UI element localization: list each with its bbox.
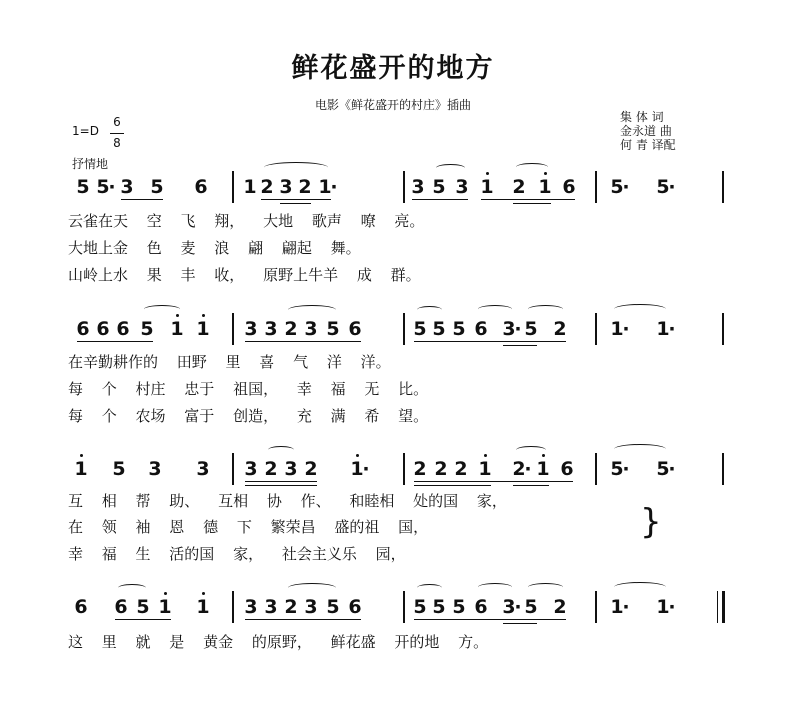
- barline: [232, 313, 234, 345]
- note: 2: [298, 176, 312, 198]
- note: 2: [434, 458, 448, 480]
- note: 3: [304, 318, 318, 340]
- note: 5: [452, 596, 466, 618]
- slur: [118, 584, 146, 592]
- barline: [403, 171, 405, 203]
- slur: [268, 446, 294, 454]
- note: 3: [264, 596, 278, 618]
- slur: [614, 582, 666, 592]
- note: 1: [536, 458, 550, 480]
- beam-line: [503, 345, 537, 346]
- barline: [595, 453, 597, 485]
- note: 1: [158, 596, 172, 618]
- beam-line: [280, 203, 311, 204]
- note: 3: [411, 176, 425, 198]
- barline: [232, 453, 234, 485]
- score-system: [0, 305, 786, 353]
- note: 2: [553, 318, 567, 340]
- expression-mark: 抒情地: [72, 157, 109, 171]
- note: 5: [656, 176, 670, 198]
- barline: [722, 591, 725, 623]
- note: 5: [432, 176, 446, 198]
- barline: [722, 453, 724, 485]
- slur: [614, 304, 666, 314]
- slur: [528, 305, 563, 314]
- augmentation-dot: ·: [668, 318, 676, 340]
- note: 3: [284, 458, 298, 480]
- note: 1: [538, 176, 552, 198]
- note: 5: [76, 176, 90, 198]
- barline: [595, 591, 597, 623]
- augmentation-dot: ·: [622, 596, 630, 618]
- note: 2: [454, 458, 468, 480]
- note: 1: [350, 458, 364, 480]
- barline: [722, 171, 724, 203]
- octave-dot: [484, 454, 487, 457]
- octave-dot: [202, 592, 205, 595]
- beam-line: [513, 485, 549, 486]
- octave-dot: [164, 592, 167, 595]
- barline: [232, 171, 234, 203]
- note: 5: [524, 596, 538, 618]
- note: 5: [610, 458, 624, 480]
- score-system: [0, 445, 786, 493]
- note: 6: [560, 458, 574, 480]
- lyricist-credit: 集 体 词: [620, 110, 664, 124]
- note: 3: [502, 596, 516, 618]
- beam-line: [115, 619, 171, 620]
- note: 1: [480, 176, 494, 198]
- note: 2: [284, 596, 298, 618]
- note: 6: [116, 318, 130, 340]
- note: 3: [244, 458, 258, 480]
- beam-line: [414, 485, 491, 486]
- beam-line: [481, 199, 575, 200]
- note: 5: [96, 176, 110, 198]
- note: 1: [170, 318, 184, 340]
- note: 1: [610, 318, 624, 340]
- slur: [436, 164, 465, 172]
- note: 3: [120, 176, 134, 198]
- barline: [595, 171, 597, 203]
- song-title: 鲜花盛开的地方: [291, 53, 495, 84]
- note: 6: [562, 176, 576, 198]
- note: 1: [74, 458, 88, 480]
- note: 2: [512, 458, 526, 480]
- key-label: 1=D: [72, 124, 99, 138]
- note: 5: [326, 318, 340, 340]
- note: 6: [474, 318, 488, 340]
- beam-line: [245, 485, 317, 486]
- slur: [144, 305, 180, 314]
- slur: [417, 306, 442, 314]
- note: 2: [553, 596, 567, 618]
- slur: [417, 584, 442, 592]
- translator-credit: 何 青 译配: [620, 138, 676, 152]
- note: 6: [348, 318, 362, 340]
- note: 5: [452, 318, 466, 340]
- note: 2: [304, 458, 318, 480]
- barline: [722, 313, 724, 345]
- beam-line: [513, 203, 551, 204]
- beam-line: [261, 199, 331, 200]
- lyric-line: 幸 福 生 活的国 家， 社会主义乐 园，: [68, 545, 406, 563]
- slur: [288, 305, 336, 315]
- lyric-line: 在 领 袖 恩 德 下 繁荣昌 盛的祖 国，: [68, 518, 429, 536]
- note: 1: [318, 176, 332, 198]
- augmentation-dot: ·: [362, 458, 370, 480]
- augmentation-dot: ·: [668, 596, 676, 618]
- lyric-line: 每 个 农场 富于 创造， 充 满 希 望。: [68, 407, 429, 425]
- note: 5: [432, 596, 446, 618]
- augmentation-dot: ·: [622, 318, 630, 340]
- slur: [478, 583, 512, 591]
- note: 5: [413, 596, 427, 618]
- barline: [403, 453, 405, 485]
- note: 1: [196, 596, 210, 618]
- note: 5: [112, 458, 126, 480]
- note: 5: [136, 596, 150, 618]
- octave-dot: [542, 454, 545, 457]
- beam-line: [412, 199, 468, 200]
- slur: [264, 162, 328, 173]
- note: 3: [279, 176, 293, 198]
- beam-line: [121, 199, 163, 200]
- lyric-line: 每 个 村庄 忠于 祖国， 幸 福 无 比。: [68, 380, 429, 398]
- beam-line: [414, 481, 573, 482]
- note: 6: [194, 176, 208, 198]
- note: 3: [148, 458, 162, 480]
- lyric-line: 大地上金 色 麦 浪 翩 翩起 舞。: [68, 239, 361, 257]
- note: 1: [478, 458, 492, 480]
- augmentation-dot: ·: [330, 176, 338, 198]
- note: 3: [455, 176, 469, 198]
- composer-credit: 金永道 曲: [620, 124, 672, 138]
- note: 6: [76, 318, 90, 340]
- beam-line: [245, 481, 317, 482]
- barline: [403, 591, 405, 623]
- final-barline: [717, 591, 718, 623]
- barline: [595, 313, 597, 345]
- octave-dot: [486, 172, 489, 175]
- beam-line: [77, 341, 153, 342]
- note: 1: [610, 596, 624, 618]
- beam-line: [414, 619, 566, 620]
- time-signature-denominator: 8: [113, 136, 121, 150]
- beam-line: [503, 623, 537, 624]
- lyric-line: 这 里 就 是 黄金 的原野， 鲜花盛 开的地 方。: [68, 633, 489, 651]
- augmentation-dot: ·: [668, 176, 676, 198]
- note: 1: [243, 176, 257, 198]
- beam-line: [414, 341, 566, 342]
- augmentation-dot: ·: [514, 318, 522, 340]
- note: 2: [260, 176, 274, 198]
- slur: [614, 444, 666, 454]
- barline: [403, 313, 405, 345]
- note: 2: [512, 176, 526, 198]
- octave-dot: [80, 454, 83, 457]
- augmentation-dot: ·: [524, 458, 532, 480]
- lyric-line: 在辛勤耕作的 田野 里 喜 气 洋 洋。: [68, 353, 391, 371]
- slur: [516, 446, 546, 454]
- note: 3: [502, 318, 516, 340]
- lyric-line: 云雀在天 空 飞 翔， 大地 歌声 嘹 亮。: [68, 212, 425, 230]
- slur: [516, 163, 548, 171]
- augmentation-dot: ·: [514, 596, 522, 618]
- time-signature-numerator: 6: [113, 115, 121, 129]
- beam-line: [245, 341, 361, 342]
- lyric-line: 互 相 帮 助、 互相 协 作、 和睦相 处的国 家，: [68, 492, 507, 510]
- note: 1: [656, 596, 670, 618]
- note: 6: [96, 318, 110, 340]
- barline: [232, 591, 234, 623]
- note: 5: [413, 318, 427, 340]
- score-system: [0, 163, 786, 211]
- note: 3: [304, 596, 318, 618]
- octave-dot: [356, 454, 359, 457]
- note: 2: [284, 318, 298, 340]
- note: 5: [150, 176, 164, 198]
- note: 3: [244, 596, 258, 618]
- slur: [478, 305, 512, 313]
- beam-line: [245, 619, 361, 620]
- note: 6: [114, 596, 128, 618]
- augmentation-dot: ·: [668, 458, 676, 480]
- augmentation-dot: ·: [622, 176, 630, 198]
- score-system: [0, 583, 786, 631]
- lyric-line: 山岭上水 果 丰 收， 原野上牛羊 成 群。: [68, 266, 421, 284]
- note: 6: [74, 596, 88, 618]
- octave-dot: [202, 314, 205, 317]
- note: 3: [264, 318, 278, 340]
- note: 2: [264, 458, 278, 480]
- note: 1: [196, 318, 210, 340]
- note: 5: [610, 176, 624, 198]
- note: 6: [348, 596, 362, 618]
- octave-dot: [544, 172, 547, 175]
- note: 3: [244, 318, 258, 340]
- song-subtitle: 电影《鲜花盛开的村庄》插曲: [314, 98, 471, 112]
- note: 5: [326, 596, 340, 618]
- note: 5: [432, 318, 446, 340]
- note: 6: [474, 596, 488, 618]
- augmentation-dot: ·: [108, 176, 116, 198]
- note: 2: [413, 458, 427, 480]
- octave-dot: [176, 314, 179, 317]
- augmentation-dot: ·: [622, 458, 630, 480]
- slur: [528, 583, 563, 592]
- note: 3: [196, 458, 210, 480]
- slur: [288, 583, 336, 593]
- brace-icon: }: [640, 502, 662, 542]
- note: 5: [524, 318, 538, 340]
- note: 1: [656, 318, 670, 340]
- note: 5: [140, 318, 154, 340]
- note: 5: [656, 458, 670, 480]
